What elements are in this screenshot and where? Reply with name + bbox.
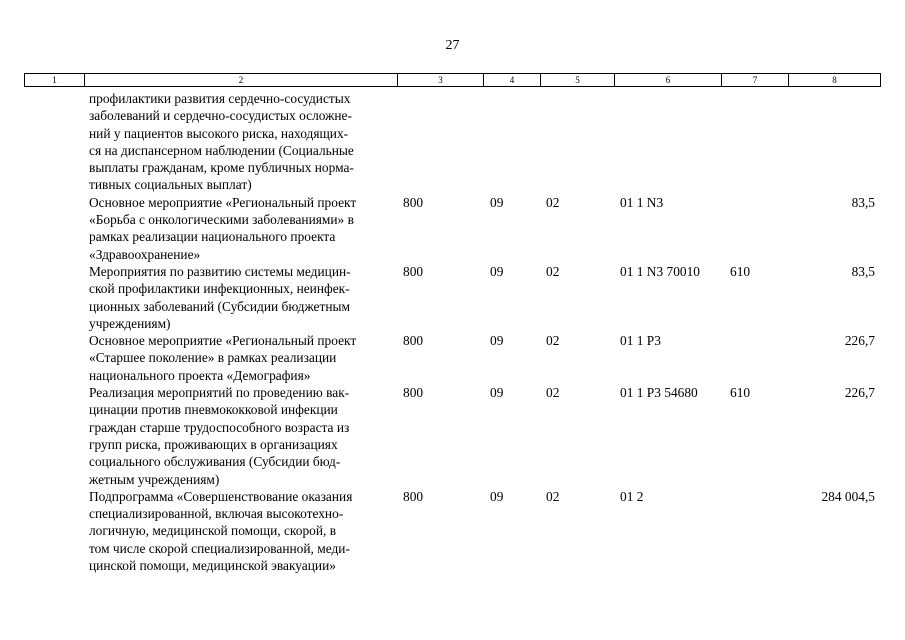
cell-amount: 226,7 <box>844 385 875 401</box>
cell-amount: 83,5 <box>851 263 875 279</box>
cell-amount: 226,7 <box>844 333 875 349</box>
cell-target-article: 01 1 P3 <box>620 333 661 349</box>
cell-subsection: 02 <box>546 194 560 210</box>
column-header-6: 6 <box>614 74 721 86</box>
table-row <box>0 194 905 263</box>
cell-target-article: 01 2 <box>620 488 644 504</box>
row-description: Мероприятия по развитию системы медицин- ской профилактики инфекционных, неинфек- ционных заболеваний (Субсидии бюджетным учреждениям) <box>89 263 351 331</box>
column-header-2: 2 <box>84 74 397 86</box>
cell-code: 800 <box>403 385 424 401</box>
cell-target-article: 01 1 N3 <box>620 194 664 210</box>
table-header-row <box>24 73 881 87</box>
cell-target-article: 01 1 P3 54680 <box>620 385 698 401</box>
column-header-7: 7 <box>721 74 788 86</box>
column-header-8: 8 <box>788 74 881 86</box>
page-number: 27 <box>445 38 460 53</box>
cell-code: 800 <box>403 488 424 504</box>
cell-section: 09 <box>490 263 504 279</box>
column-header-3: 3 <box>397 74 483 86</box>
column-header-1: 1 <box>24 74 84 86</box>
column-header-4: 4 <box>483 74 540 86</box>
table-row <box>0 488 905 574</box>
cell-code: 800 <box>403 333 424 349</box>
column-header-5: 5 <box>540 74 614 86</box>
row-description: профилактики развития сердечно-сосудистых заболеваний и сердечно-сосудистых осложне- ний у пациентов высокого риска, находящих- ся на диспансерном наблюдении (Социальные выплаты гражданам, кроме публичных норма- тивных социальных выплат) <box>89 91 354 193</box>
cell-section: 09 <box>490 194 504 210</box>
table-row <box>0 332 905 384</box>
cell-target-article: 01 1 N3 70010 <box>620 263 700 279</box>
cell-amount: 284 004,5 <box>821 488 875 504</box>
row-description: Реализация мероприятий по проведению вак- цинации против пневмококковой инфекции граждан старше трудоспособного возраста из групп риска, проживающих в организациях социального обслуживания (Субсидии бюд- жетным учреждениям) <box>89 385 350 487</box>
cell-section: 09 <box>490 385 504 401</box>
cell-section: 09 <box>490 488 504 504</box>
cell-amount: 83,5 <box>851 194 875 210</box>
cell-code: 800 <box>403 263 424 279</box>
cell-code: 800 <box>403 194 424 210</box>
row-description: Основное мероприятие «Региональный проект «Старшее поколение» в рамках реализации национального проекта «Демография» <box>89 333 357 383</box>
cell-section: 09 <box>490 333 504 349</box>
table-body <box>0 90 905 574</box>
cell-subsection: 02 <box>546 263 560 279</box>
cell-expense-type: 610 <box>730 263 751 279</box>
cell-subsection: 02 <box>546 385 560 401</box>
cell-expense-type: 610 <box>730 385 751 401</box>
table-row <box>0 384 905 488</box>
table-row <box>0 263 905 332</box>
cell-subsection: 02 <box>546 333 560 349</box>
row-description: Подпрограмма «Совершенствование оказания специализированной, включая высокотехно- логичную, медицинской помощи, скорой, в том числе скорой специализированной, меди- цинской помощи, медицинской эвакуации» <box>89 488 353 574</box>
row-description: Основное мероприятие «Региональный проект «Борьба с онкологическими заболеваниями» в рамках реализации национального проекта «Здравоохранение» <box>89 194 357 262</box>
table-row <box>0 90 905 194</box>
cell-subsection: 02 <box>546 488 560 504</box>
